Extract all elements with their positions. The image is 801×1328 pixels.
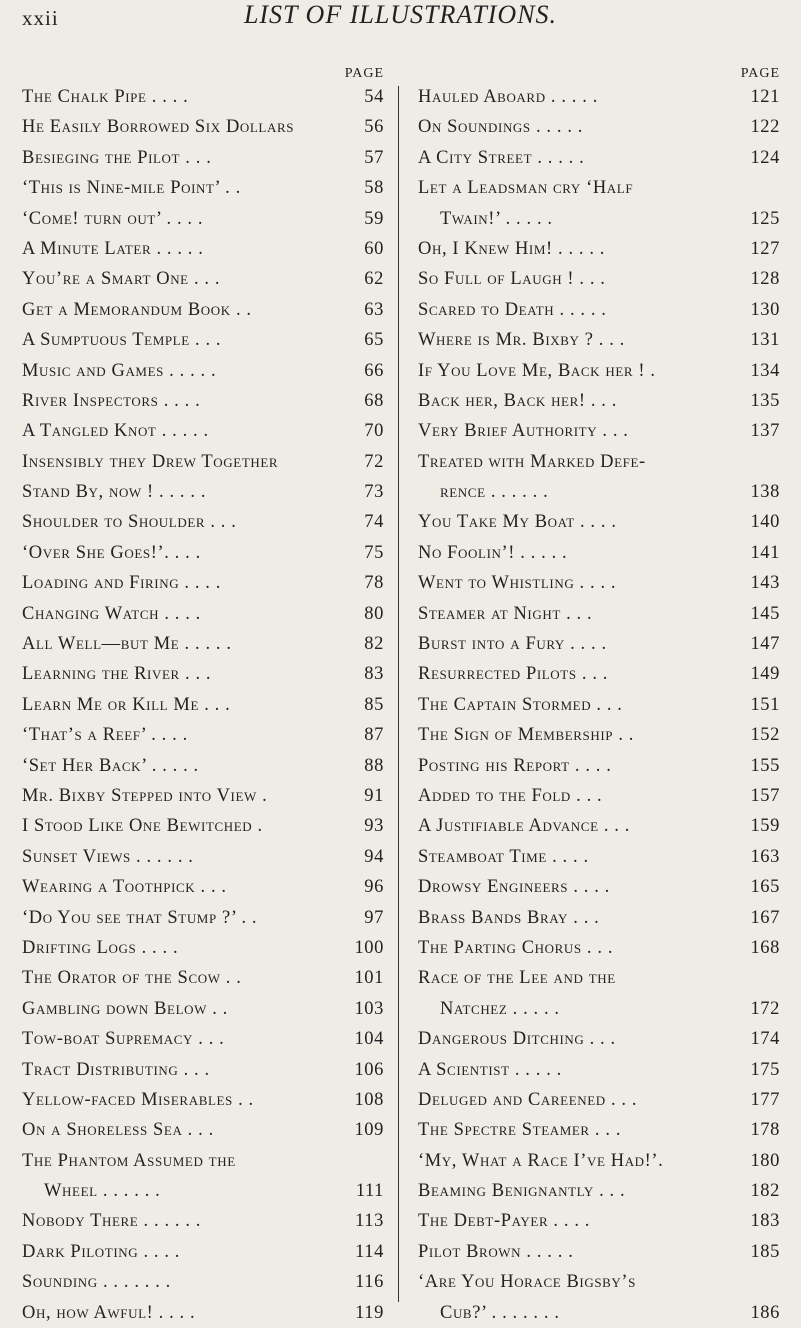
illustration-title: ‘This is Nine-mile Point’ . . [22, 178, 241, 199]
list-item [418, 264, 780, 294]
page-reference: 96 [364, 877, 384, 898]
list-item [22, 1237, 384, 1267]
page-reference: 182 [750, 1181, 780, 1202]
page-reference: 54 [364, 87, 384, 107]
page-header [0, 0, 801, 40]
list-item [418, 781, 780, 811]
list-item [22, 1298, 384, 1328]
page-reference: 59 [364, 208, 384, 229]
list-item [418, 82, 780, 112]
illustration-title: Learn Me or Kill Me . . . [22, 694, 231, 715]
page-reference: 62 [364, 269, 384, 290]
page-reference: 108 [354, 1089, 384, 1110]
list-item [418, 1085, 780, 1115]
illustration-title: A City Street . . . . . [418, 147, 585, 168]
page-reference: 116 [355, 1272, 384, 1293]
page-reference: 91 [364, 785, 384, 806]
illustration-title: Nobody There . . . . . . [22, 1211, 202, 1232]
illustration-title: ‘That’s a Reef’ . . . . [22, 725, 188, 746]
list-item [418, 386, 780, 416]
list-item [418, 1176, 780, 1206]
page-reference: 58 [364, 178, 384, 199]
list-item [22, 720, 384, 750]
illustration-title: Shoulder to Shoulder . . . [22, 512, 237, 533]
illustration-title: Yellow-faced Miserables . . [22, 1089, 254, 1110]
page-reference: 109 [354, 1120, 384, 1141]
page-reference: 73 [364, 482, 384, 503]
illustration-title: Stand By, now ! . . . . . [22, 482, 207, 503]
page-reference: 168 [750, 937, 780, 958]
illustration-title: Dangerous Ditching . . . [418, 1029, 616, 1050]
illustration-title: Tract Distributing . . . [22, 1059, 210, 1080]
list-item [418, 204, 780, 234]
page-reference [776, 1267, 780, 1297]
list-item [418, 1115, 780, 1145]
illustration-title: If You Love Me, Back her ! . [418, 360, 656, 381]
page-number: xxii [22, 6, 59, 30]
illustration-title: Steamboat Time . . . . [418, 846, 589, 867]
illustration-title: So Full of Laugh ! . . . [418, 269, 606, 290]
page-reference: 152 [750, 725, 780, 746]
page-reference: 88 [364, 755, 384, 776]
list-item [418, 447, 780, 477]
list-item [22, 1115, 384, 1145]
list-item [22, 1146, 384, 1176]
list-item [418, 1267, 780, 1297]
page-reference: 159 [750, 816, 780, 837]
illustration-title: On Soundings . . . . . [418, 117, 584, 138]
list-item [22, 1176, 384, 1206]
list-item [418, 629, 780, 659]
illustration-title: You Take My Boat . . . . [418, 512, 617, 533]
illustration-title: The Orator of the Scow . . [22, 968, 242, 989]
list-item [418, 1055, 780, 1085]
page-reference: 80 [364, 603, 384, 624]
list-item [418, 1024, 780, 1054]
illustration-title: Get a Memorandum Book . . [22, 299, 252, 320]
list-item [22, 629, 384, 659]
illustration-title: You’re a Smart One . . . [22, 269, 221, 290]
list-item [418, 325, 780, 355]
illustration-title: The Chalk Pipe . . . . [22, 87, 189, 107]
illustration-title: Oh, I Knew Him! . . . . . [418, 238, 606, 259]
illustration-title: Insensibly they Drew Together [22, 451, 279, 472]
page-reference: 127 [750, 238, 780, 259]
list-item [22, 1267, 384, 1297]
illustration-title: Steamer at Night . . . [418, 603, 593, 624]
illustration-title: Race of the Lee and the [418, 968, 616, 989]
page-reference: 65 [364, 330, 384, 351]
illustration-title: Resurrected Pilots . . . [418, 664, 609, 685]
page-reference: 83 [364, 664, 384, 685]
list-item [418, 1206, 780, 1236]
illustration-title: Back her, Back her! . . . [418, 390, 617, 411]
list-item [22, 204, 384, 234]
list-item [22, 933, 384, 963]
list-item [418, 599, 780, 629]
list-item [418, 477, 780, 507]
illustration-title: Gambling down Below . . [22, 998, 228, 1019]
illustration-title: Cub?’ . . . . . . . [440, 1302, 560, 1323]
list-item [22, 872, 384, 902]
list-item [418, 234, 780, 264]
page-reference: 87 [364, 725, 384, 746]
list-item [22, 842, 384, 872]
illustration-title: The Spectre Steamer . . . [418, 1120, 622, 1141]
page-reference [776, 173, 780, 203]
illustration-title: ‘My, What a Race I’ve Had!’. [418, 1150, 664, 1171]
page-reference [776, 963, 780, 993]
illustration-title: Hauled Aboard . . . . . [418, 87, 598, 107]
list-item [22, 112, 384, 142]
list-item [22, 264, 384, 294]
list-item [22, 568, 384, 598]
page-reference: 111 [355, 1181, 384, 1202]
illustration-title: The Parting Chorus . . . [418, 937, 614, 958]
page-reference: 104 [354, 1029, 384, 1050]
list-item [22, 963, 384, 993]
list-item [22, 82, 384, 112]
illustration-title: Pilot Brown . . . . . [418, 1241, 574, 1262]
illustration-title: Twain!’ . . . . . [440, 208, 553, 229]
page-reference: 114 [355, 1241, 384, 1262]
illustration-title: Drowsy Engineers . . . . [418, 877, 610, 898]
list-item [418, 659, 780, 689]
list-item [418, 1237, 780, 1267]
page-reference: 137 [750, 421, 780, 442]
page-reference: 135 [750, 390, 780, 411]
page-reference: 94 [364, 846, 384, 867]
list-item [22, 325, 384, 355]
illustration-title: ‘Do You see that Stump ?’ . . [22, 907, 258, 928]
illustration-title: A Scientist . . . . . [418, 1059, 562, 1080]
page-reference: 178 [750, 1120, 780, 1141]
page-reference: 125 [750, 208, 780, 229]
page-reference [380, 1146, 384, 1176]
running-title: LIST OF ILLUSTRATIONS. [243, 0, 558, 29]
page-reference: 93 [364, 816, 384, 837]
illustration-title: Sounding . . . . . . . [22, 1272, 171, 1293]
illustration-list [22, 82, 384, 1328]
list-item [418, 994, 780, 1024]
page-reference: 180 [750, 1150, 780, 1171]
page-reference: 145 [750, 603, 780, 624]
page-column-label: PAGE [740, 66, 780, 81]
illustration-title: Natchez . . . . . [440, 998, 560, 1019]
list-item [418, 690, 780, 720]
page-reference: 60 [364, 238, 384, 259]
page-reference: 106 [354, 1059, 384, 1080]
illustration-title: Wearing a Toothpick . . . [22, 877, 227, 898]
list-item [22, 1206, 384, 1236]
list-item [418, 903, 780, 933]
illustration-title: River Inspectors . . . . [22, 390, 201, 411]
illustration-title: Wheel . . . . . . [44, 1181, 161, 1202]
list-item [22, 447, 384, 477]
page-reference: 174 [750, 1029, 780, 1050]
page-reference: 177 [750, 1089, 780, 1110]
page-reference: 119 [355, 1302, 384, 1323]
illustration-title: Treated with Marked Defe- [418, 451, 646, 472]
illustration-title: Loading and Firing . . . . [22, 573, 221, 594]
page-reference: 66 [364, 360, 384, 381]
illustration-title: Sunset Views . . . . . . [22, 846, 194, 867]
page-reference: 167 [750, 907, 780, 928]
page-reference: 103 [354, 998, 384, 1019]
list-item [22, 234, 384, 264]
list-item [22, 1085, 384, 1115]
list-item [418, 1146, 780, 1176]
illustration-title: A Justifiable Advance . . . [418, 816, 630, 837]
illustration-title: Learning the River . . . [22, 664, 212, 685]
page-reference: 100 [354, 937, 384, 958]
illustration-title: Burst into a Fury . . . . [418, 634, 607, 655]
illustration-title: Scared to Death . . . . . [418, 299, 607, 320]
illustration-title: The Captain Stormed . . . [418, 694, 623, 715]
list-item [418, 568, 780, 598]
page-reference: 134 [750, 360, 780, 381]
list-item [22, 690, 384, 720]
right-column [418, 66, 780, 1328]
list-item [418, 356, 780, 386]
list-item [22, 538, 384, 568]
list-item [22, 903, 384, 933]
page-reference: 122 [750, 117, 780, 138]
illustration-title: ‘Set Her Back’ . . . . . [22, 755, 199, 776]
page-reference: 151 [750, 694, 780, 715]
illustration-title: Very Brief Authority . . . [418, 421, 629, 442]
illustration-title: Posting his Report . . . . [418, 755, 612, 776]
page-reference: 72 [364, 451, 384, 472]
list-item [22, 295, 384, 325]
page-reference: 149 [750, 664, 780, 685]
page-reference: 131 [750, 330, 780, 351]
list-item [418, 143, 780, 173]
page-reference: 143 [750, 573, 780, 594]
illustration-title: The Debt-Payer . . . . [418, 1211, 591, 1232]
page-reference: 183 [750, 1211, 780, 1232]
illustration-title: Let a Leadsman cry ‘Half [418, 178, 634, 199]
list-item [418, 811, 780, 841]
list-item [418, 112, 780, 142]
illustration-title: ‘Are You Horace Bigsby’s [418, 1272, 637, 1293]
page-reference: 101 [354, 968, 384, 989]
page-reference: 121 [750, 87, 780, 107]
illustration-title: A Tangled Knot . . . . . [22, 421, 209, 442]
illustration-title: All Well—but Me . . . . . [22, 634, 232, 655]
list-item [418, 751, 780, 781]
list-item [418, 295, 780, 325]
list-item [418, 538, 780, 568]
page-reference: 172 [750, 998, 780, 1019]
illustration-title: I Stood Like One Bewitched . [22, 816, 263, 837]
list-item [418, 842, 780, 872]
illustration-title: rence . . . . . . [440, 482, 549, 503]
illustration-title: A Minute Later . . . . . [22, 238, 204, 259]
left-column [22, 66, 384, 1328]
page-reference: 175 [750, 1059, 780, 1080]
list-item [22, 507, 384, 537]
illustration-title: ‘Over She Goes!’. . . . [22, 542, 201, 563]
illustration-title: No Foolin’! . . . . . [418, 542, 568, 563]
list-item [22, 751, 384, 781]
list-item [418, 416, 780, 446]
page-reference: 63 [364, 299, 384, 320]
illustration-title: Music and Games . . . . . [22, 360, 217, 381]
illustration-list [418, 82, 780, 1328]
page-reference: 165 [750, 877, 780, 898]
list-item [418, 173, 780, 203]
page-reference: 68 [364, 390, 384, 411]
illustration-title: The Sign of Membership . . [418, 725, 635, 746]
page-reference: 70 [364, 421, 384, 442]
page-reference: 74 [364, 512, 384, 533]
list-item [22, 994, 384, 1024]
list-item [22, 173, 384, 203]
page-reference: 113 [355, 1211, 384, 1232]
illustration-title: Brass Bands Bray . . . [418, 907, 600, 928]
page-reference: 57 [364, 147, 384, 168]
list-item [418, 720, 780, 750]
page-reference: 163 [750, 846, 780, 867]
page-reference: 186 [750, 1302, 780, 1323]
page-reference: 75 [364, 542, 384, 563]
page-reference: 157 [750, 785, 780, 806]
list-item [22, 1024, 384, 1054]
page-reference: 130 [750, 299, 780, 320]
list-item [418, 1298, 780, 1328]
page-reference: 141 [750, 542, 780, 563]
illustration-title: The Phantom Assumed the [22, 1150, 236, 1171]
list-item [418, 963, 780, 993]
list-item [418, 507, 780, 537]
list-item [418, 933, 780, 963]
list-item [22, 659, 384, 689]
page-reference: 97 [364, 907, 384, 928]
page-reference: 85 [364, 694, 384, 715]
page-reference [776, 447, 780, 477]
illustration-title: On a Shoreless Sea . . . [22, 1120, 214, 1141]
list-item [418, 872, 780, 902]
list-item [22, 477, 384, 507]
list-item [22, 781, 384, 811]
illustration-title: A Sumptuous Temple . . . [22, 330, 222, 351]
illustration-title: Added to the Fold . . . [418, 785, 603, 806]
column-divider [398, 86, 399, 1302]
illustration-title: Where is Mr. Bixby ? . . . [418, 330, 625, 351]
page-column-label: PAGE [344, 66, 384, 81]
page-reference: 147 [750, 634, 780, 655]
page-reference: 78 [364, 573, 384, 594]
illustration-title: ‘Come! turn out’ . . . . [22, 208, 204, 229]
illustration-title: He Easily Borrowed Six Dollars [22, 117, 295, 138]
page-reference: 140 [750, 512, 780, 533]
illustration-title: Changing Watch . . . . [22, 603, 201, 624]
illustration-title: Tow-boat Supremacy . . . [22, 1029, 225, 1050]
illustration-title: Mr. Bixby Stepped into View . [22, 785, 268, 806]
page-reference: 128 [750, 269, 780, 290]
page-reference: 56 [364, 117, 384, 138]
page-reference: 82 [364, 634, 384, 655]
page-reference: 138 [750, 482, 780, 503]
list-item [22, 143, 384, 173]
illustration-title: Deluged and Careened . . . [418, 1089, 638, 1110]
page-reference: 124 [750, 147, 780, 168]
page-reference: 155 [750, 755, 780, 776]
list-item [22, 356, 384, 386]
list-item [22, 1055, 384, 1085]
list-item [22, 811, 384, 841]
list-item [22, 416, 384, 446]
illustration-title: Drifting Logs . . . . [22, 937, 179, 958]
illustration-title: Beaming Benignantly . . . [418, 1181, 626, 1202]
illustration-title: Went to Whistling . . . . [418, 573, 617, 594]
illustration-title: Besieging the Pilot . . . [22, 147, 212, 168]
page-reference: 185 [750, 1241, 780, 1262]
illustration-title: Oh, how Awful! . . . . [22, 1302, 196, 1323]
list-item [22, 599, 384, 629]
illustration-title: Dark Piloting . . . . [22, 1241, 181, 1262]
list-item [22, 386, 384, 416]
